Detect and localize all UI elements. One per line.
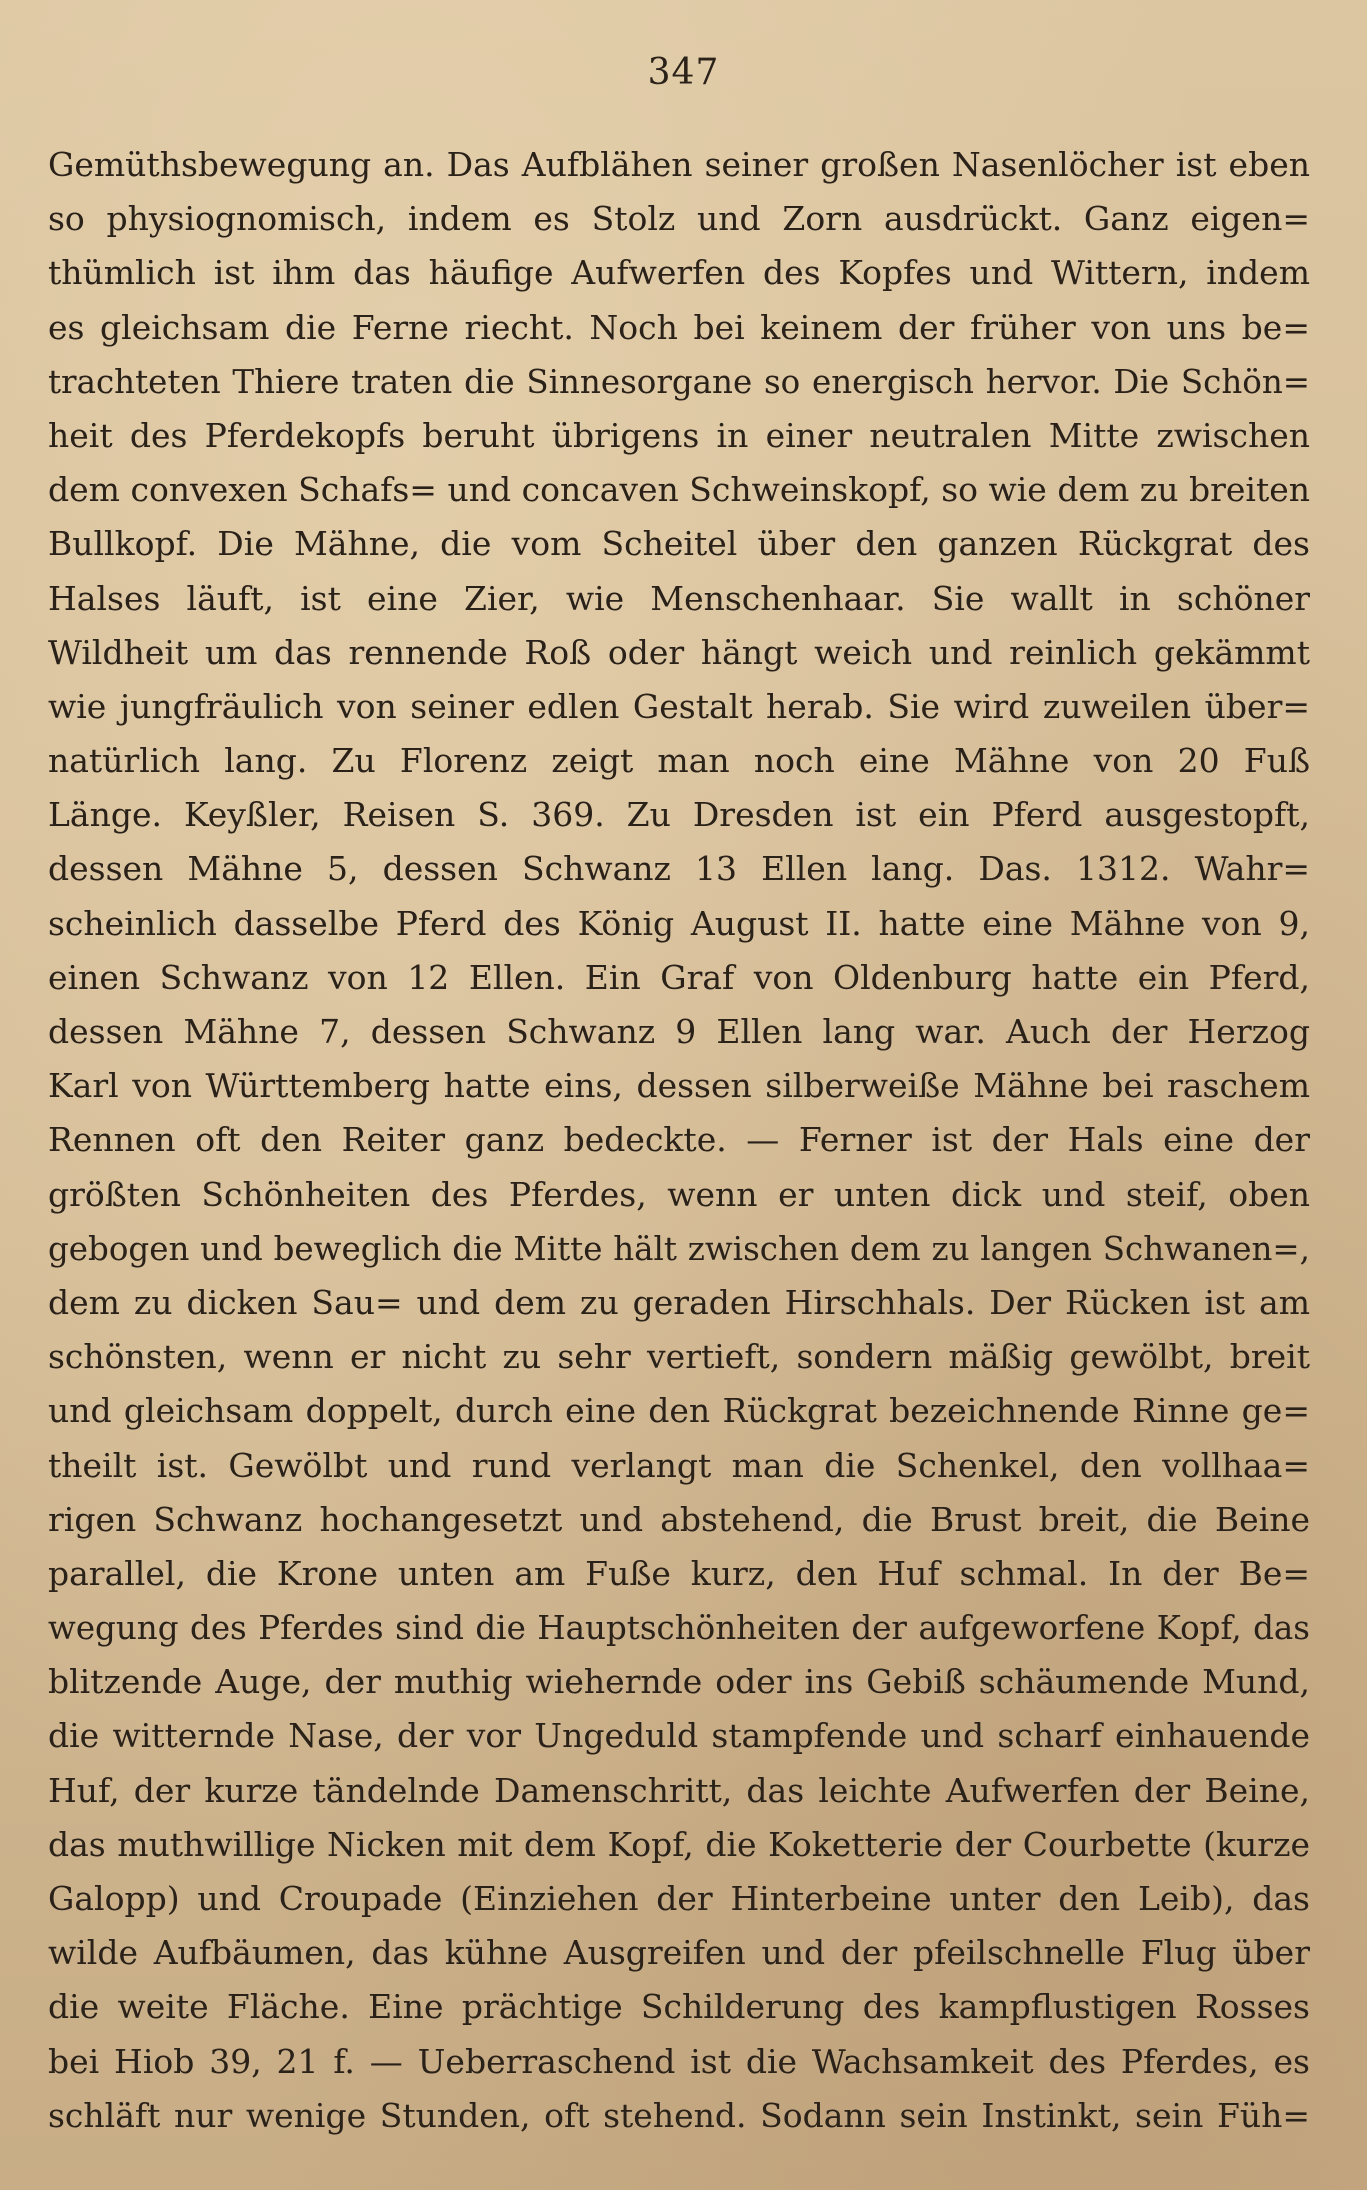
text-line: Karl von Württemberg hatte eins, dessen silberweiße Mähne bei raschem [48,1066,1310,1106]
text-line: Bullkopf. Die Mähne, die vom Scheitel über den ganzen Rückgrat des [48,524,1310,564]
text-line: größten Schönheiten des Pferdes, wenn er unten dick und steif, oben [48,1174,1310,1214]
text-line: scheinlich dasselbe Pferd des König August II. hatte eine Mähne von 9, [48,903,1310,943]
text-line: Halses läuft, ist eine Zier, wie Menschenhaar. Sie wallt in schöner [48,578,1310,618]
text-line: natürlich lang. Zu Florenz zeigt man noch eine Mähne von 20 Fuß [48,741,1310,781]
text-line: schläft nur wenige Stunden, oft stehend. Sodann sein Instinkt, sein Füh= [48,2095,1310,2135]
text-line: wie jungfräulich von seiner edlen Gestalt herab. Sie wird zuweilen über= [48,686,1310,726]
page-number: 347 [647,52,720,93]
text-line: wilde Aufbäumen, das kühne Ausgreifen und der pfeilschnelle Flug über [48,1933,1310,1973]
text-line: gebogen und beweglich die Mitte hält zwischen dem zu langen Schwanen=, [48,1229,1310,1268]
text-line: dem zu dicken Sau= und dem zu geraden Hirschhals. Der Rücken ist am [48,1282,1310,1322]
text-line: bei Hiob 39, 21 f. — Ueberraschend ist die Wachsamkeit des Pferdes, es [48,2041,1310,2081]
text-line: Gemüthsbewegung an. Das Aufblähen seiner großen Nasenlöcher ist eben [48,145,1310,184]
text-line: dem convexen Schafs= und concaven Schweinskopf, so wie dem zu breiten [48,470,1310,510]
text-line: heit des Pferdekopfs beruht übrigens in einer neutralen Mitte zwischen [48,415,1310,455]
text-line: parallel, die Krone unten am Fuße kurz, den Huf schmal. In der Be= [48,1553,1310,1593]
text-line: die witternde Nase, der vor Ungeduld stampfende und scharf einhauende [48,1716,1310,1756]
text-line: wegung des Pferdes sind die Hauptschönheiten der aufgeworfene Kopf, das [48,1609,1310,1648]
text-line: Rennen oft den Reiter ganz bedeckte. — Ferner ist der Hals eine der [48,1120,1310,1160]
text-line: es gleichsam die Ferne riecht. Noch bei keinem der früher von uns be= [48,307,1310,347]
text-line: die weite Fläche. Eine prächtige Schilderung des kampflustigen Rosses [48,1987,1310,2027]
body-text [48,138,1310,2143]
text-line: blitzende Auge, der muthig wiehernde oder ins Gebiß schäumende Mund, [48,1662,1310,1702]
text-line: Huf, der kurze tändelnde Damenschritt, das leichte Aufwerfen der Beine, [48,1770,1310,1810]
text-line: und gleichsam doppelt, durch eine den Rückgrat bezeichnende Rinne ge= [48,1391,1310,1431]
text-line: Galopp) und Croupade (Einziehen der Hinterbeine unter den Leib), das [48,1879,1310,1918]
text-line: theilt ist. Gewölbt und rund verlangt man die Schenkel, den vollhaa= [48,1445,1310,1485]
text-line: einen Schwanz von 12 Ellen. Ein Graf von Oldenburg hatte ein Pferd, [48,957,1310,997]
text-line: so physiognomisch, indem es Stolz und Zorn ausdrückt. Ganz eigen= [48,199,1310,239]
text-line: schönsten, wenn er nicht zu sehr vertieft, sondern mäßig gewölbt, breit [48,1337,1310,1377]
text-line: thümlich ist ihm das häufige Aufwerfen des Kopfes und Wittern, indem [48,253,1310,293]
text-line: trachteten Thiere traten die Sinnesorgane so energisch hervor. Die Schön= [48,362,1310,401]
text-line: Wildheit um das rennende Roß oder hängt weich und reinlich gekämmt [48,632,1310,672]
text-line: dessen Mähne 7, dessen Schwanz 9 Ellen lang war. Auch der Herzog [48,1012,1310,1051]
text-line: dessen Mähne 5, dessen Schwanz 13 Ellen lang. Das. 1312. Wahr= [48,849,1310,889]
text-line: rigen Schwanz hochangesetzt und abstehend, die Brust breit, die Beine [48,1499,1310,1539]
text-line: Länge. Keyßler, Reisen S. 369. Zu Dresden ist ein Pferd ausgestopft, [48,795,1310,835]
text-line: das muthwillige Nicken mit dem Kopf, die Koketterie der Courbette (kurze [48,1824,1310,1864]
